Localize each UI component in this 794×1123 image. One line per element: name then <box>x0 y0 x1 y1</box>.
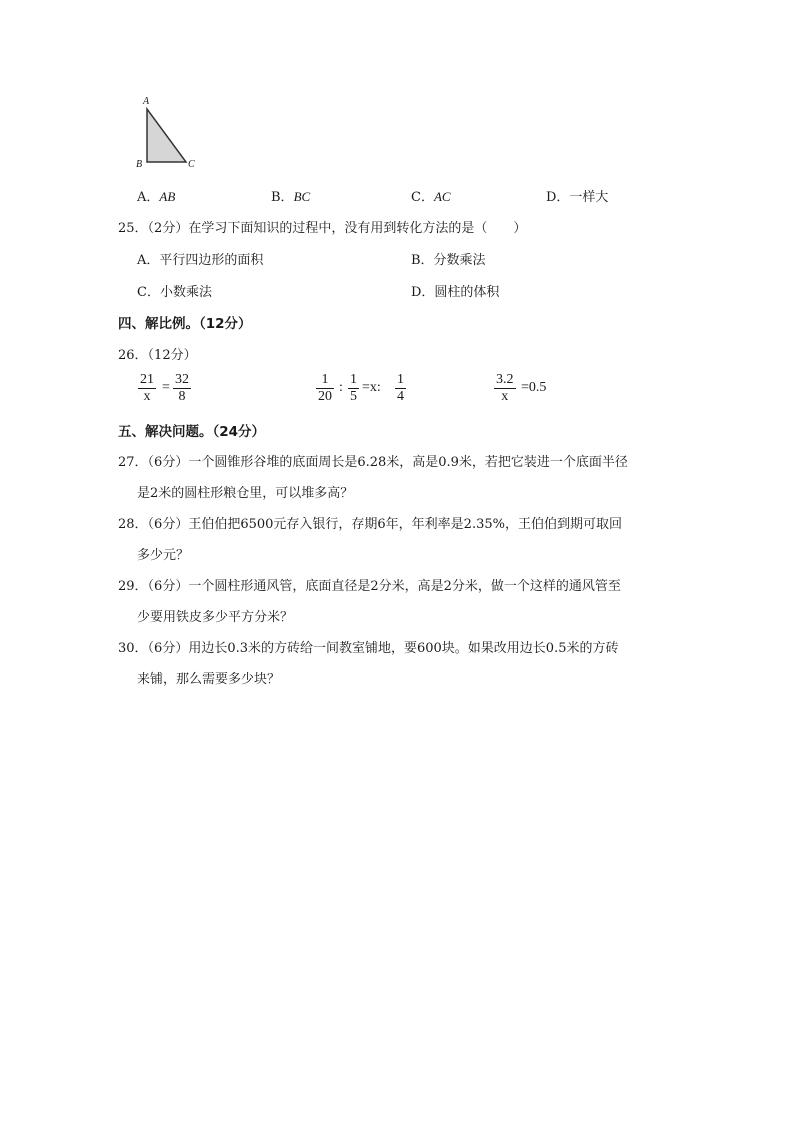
q24-option-d: D．一样大 <box>546 190 609 205</box>
section-5-title: 五、解决问题。（24分） <box>118 424 266 440</box>
q25-option-a: A．平行四边形的面积 <box>137 253 264 268</box>
triangle-figure <box>134 96 200 172</box>
eq3-rhs: =0.5 <box>521 380 547 395</box>
q24-option-b: B．BC <box>271 189 311 205</box>
vertex-label-a: A <box>143 96 150 107</box>
q28-line-1: 28．（6分）王伯伯把6500元存入银行，存期6年，年利率是2.35%，王伯伯到期可取回 <box>118 517 622 532</box>
eq2-fraction-2: $\frac{1}{5}$ <box>350 372 357 404</box>
section-4-title: 四、解比例。（12分） <box>118 316 252 332</box>
vertex-label-b: B <box>136 159 143 170</box>
eq3-fraction: $\frac{3.2}{x}$ <box>496 372 514 404</box>
q25-option-d: D．圆柱的体积 <box>411 285 500 300</box>
eq2-colon: : <box>339 380 343 395</box>
q27-line-2: 是2米的圆柱形粮仓里，可以堆多高？ <box>137 486 354 501</box>
q29-line-1: 29．（6分）一个圆柱形通风管，底面直径是2分米，高是2分米，做一个这样的通风管至 <box>118 579 621 594</box>
eq1-fraction-left: $\frac{21}{x}$ <box>140 372 154 404</box>
q24-option-c: C．AC <box>411 189 451 205</box>
q29-line-2: 少要用铁皮多少平方分米？ <box>137 610 294 625</box>
eq2-middle: =x: <box>362 380 381 395</box>
q25-option-b: B．分数乘法 <box>411 253 486 268</box>
q25-stem: 25．（2分）在学习下面知识的过程中，没有用到转化方法的是（ ） <box>118 221 527 236</box>
q28-line-2: 多少元？ <box>137 548 190 563</box>
eq2-fraction-1: $\frac{1}{20}$ <box>318 372 332 404</box>
q24-option-a: A．AB <box>137 189 176 205</box>
vertex-label-c: C <box>188 159 195 170</box>
q27-line-1: 27．（6分）一个圆锥形谷堆的底面周长是6.28米，高是0.9米，若把它装进一个底面半径 <box>118 455 628 470</box>
eq1-fraction-right: $\frac{32}{8}$ <box>175 372 189 404</box>
eq1-equals: = <box>162 380 170 395</box>
eq2-fraction-3: $\frac{1}{4}$ <box>397 372 404 404</box>
q30-line-1: 30．（6分）用边长0.3米的方砖给一间教室铺地，要600块。如果改用边长0.5米的方砖 <box>118 641 619 656</box>
q26-stem: 26．（12分） <box>118 348 197 363</box>
q25-option-c: C．小数乘法 <box>137 285 212 300</box>
q30-line-2: 来铺，那么需要多少块？ <box>137 672 281 687</box>
